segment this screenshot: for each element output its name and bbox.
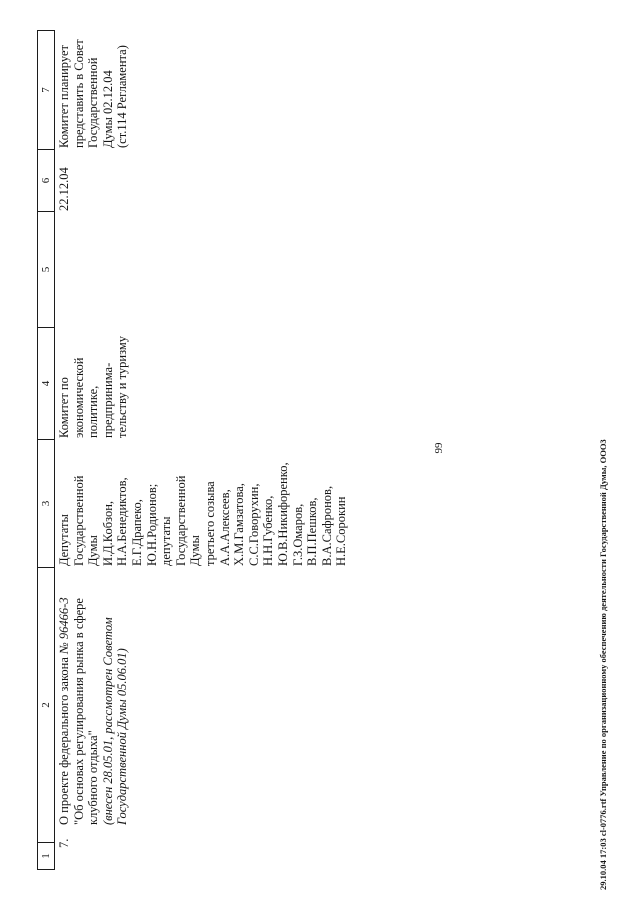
notes-line: Государственной [86,57,101,148]
initiator-line: Депутаты [57,514,71,566]
initiator-line: Государственной [71,475,86,566]
bill-title-line [57,597,72,825]
bill-name-line: клубного отдыха" [86,730,101,825]
column-header-4: 4 [38,327,54,439]
initiator-line: В.П.Пешков, [305,497,320,566]
initiator-line: Думы [86,535,101,566]
initiator-line: А.А.Алексеев, [217,489,232,566]
row-number: 7. [57,838,71,848]
initiator-line: Х.М.Гамзатова, [232,483,247,566]
initiator-line: депутаты [159,516,174,566]
initiator-line: С.С.Говорухин, [246,483,261,566]
committee-cell [57,336,130,438]
initiator-line: третьего созыва [202,481,217,566]
notes-line: Комитет планирует [57,45,71,148]
date-cell: 22.12.04 [57,167,71,211]
column-header-3: 3 [38,439,54,567]
initiator-line: В.А.Сафронов, [319,485,334,566]
initiator-line: И.Д.Кобзон, [100,500,115,566]
notes-line: представить в Совет [71,39,86,148]
committee-line: тельству и туризму [115,335,130,438]
initiator-line: Ю.В.Никифоренко, [275,462,290,566]
bill-note-line: (внесен 28.05.01, рассмотрен Советом [100,617,115,825]
page-number: 99 [433,442,445,454]
column-header-5: 5 [38,211,54,327]
committee-line: предпринима- [100,362,115,438]
bill-number: № 96466-3 [57,597,71,654]
initiator-line: Н.Е.Сорокин [334,496,349,566]
initiator-line: Е.Г.Драпеко, [129,499,144,566]
page-footer: 29.10.04 17:03 cl-0776.rtf Управление по организационному обеспечению деятельности Государственной Думы, ООО3 [598,439,608,890]
bill-title-prefix: О проекте федерального закона [57,657,71,825]
notes-line: Думы 02.12.04 [100,70,115,148]
column-header-1: 1 [38,842,54,869]
table-header-row [37,30,55,870]
initiator-line: Думы [188,535,203,566]
initiator-line: Ю.Н.Родионов; [144,483,159,566]
committee-line: политике, [86,385,101,438]
column-header-7: 7 [40,87,52,93]
notes-line: (ст.114 Регламента) [115,45,130,148]
column-header-6: 6 [38,149,54,211]
initiator-line: Государственной [173,475,188,566]
bill-note-line: Государственной Думы 05.06.01) [115,648,130,825]
committee-line: экономической [71,357,86,438]
bill-name-line: "Об основах регулирования рынка в сфере [71,598,86,825]
notes-cell [57,39,130,148]
column-header-2: 2 [38,567,54,842]
bill-cell [57,597,130,825]
initiator-line: Н.Н.Губенко, [261,495,276,566]
initiator-line: Н.А.Бенедиктов, [115,477,130,566]
initiator-line: Г.З.Омаров, [290,503,305,566]
committee-line: Комитет по [57,377,71,438]
initiators-cell [57,462,349,566]
